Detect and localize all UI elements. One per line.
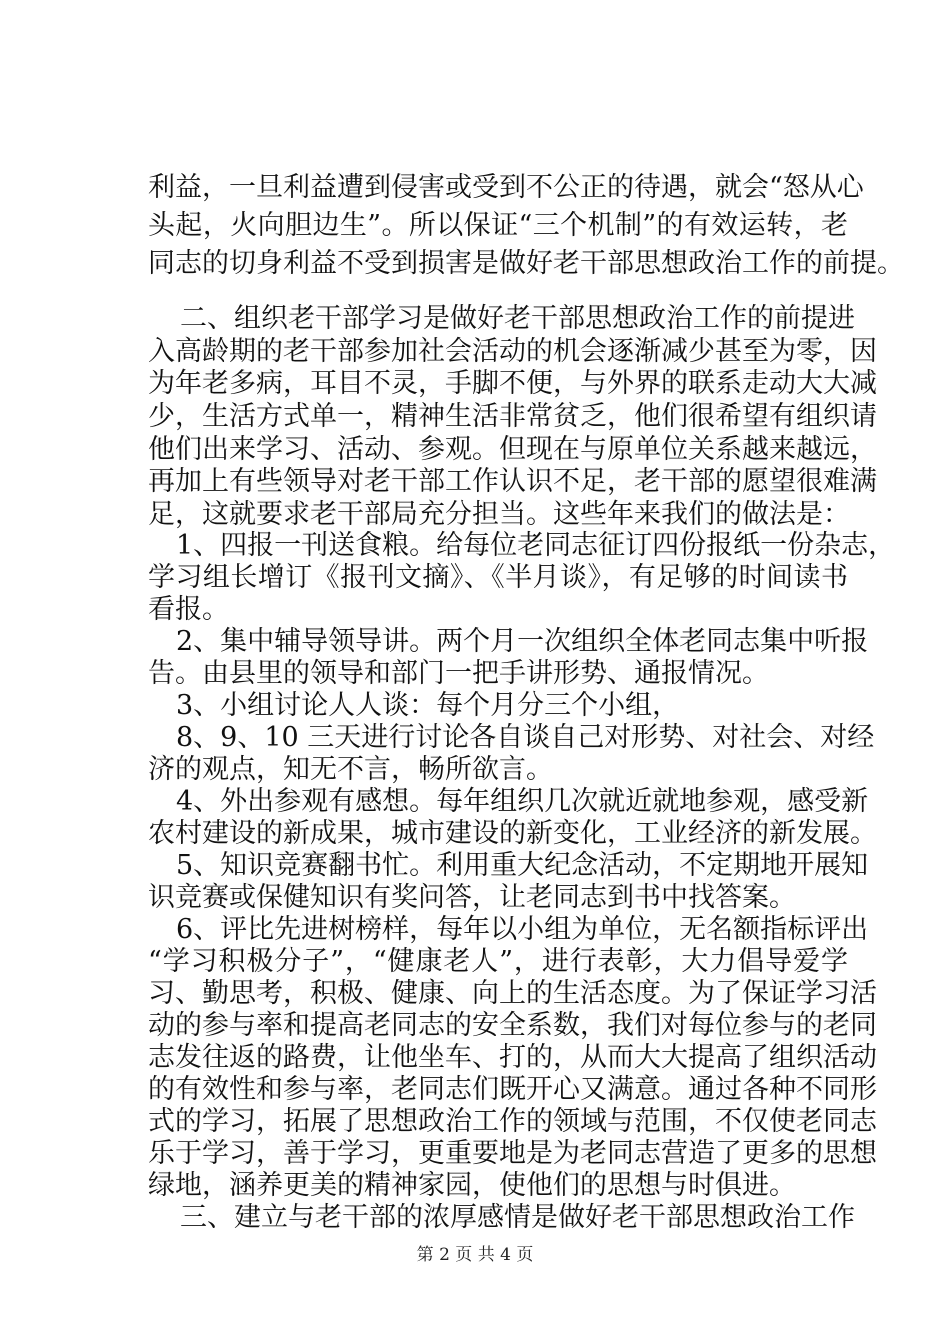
text-line: 动的参与率和提高老同志的安全系数，我们对每位参与的老同 (148, 1010, 877, 1041)
text-line: 式的学习，拓展了思想政治工作的领域与范围，不仅使老同志 (148, 1106, 877, 1137)
text-line: 看报。 (148, 594, 229, 625)
text-line: 习、勤思考，积极、健康、向上的生活态度。为了保证学习活 (148, 978, 877, 1009)
text-line: 足，这就要求老干部局充分担当。这些年来我们的做法是： (148, 499, 850, 530)
list-item-line: 6、评比先进树榜样，每年以小组为单位，无名额指标评出 (176, 914, 869, 945)
text-line: 他们出来学习、活动、参观。但现在与原单位关系越来越远， (148, 434, 877, 465)
text-line: 学习组长增订《报刊文摘》、《半月谈》，有足够的时间读书 (148, 562, 848, 593)
text-line: 头起，火向胆边生”。所以保证“三个机制”的有效运转，老 (148, 210, 848, 241)
text-line: 告。由县里的领导和部门一把手讲形势、通报情况。 (148, 658, 769, 689)
list-item-line: 1、四报一刊送食粮。给每位老同志征订四份报纸一份杂志， (176, 530, 896, 561)
section-heading-line: 三、建立与老干部的浓厚感情是做好老干部思想政治工作 (180, 1202, 855, 1233)
text-line: 绿地，涵养更美的精神家园，使他们的思想与时俱进。 (148, 1170, 796, 1201)
text-line: 济的观点，知无不言，畅所欲言。 (148, 754, 553, 785)
text-line: 再加上有些领导对老干部工作认识不足，老干部的愿望很难满 (148, 466, 877, 497)
list-item-line: 3、小组讨论人人谈：每个月分三个小组， (176, 690, 680, 721)
text-line: 少，生活方式单一，精神生活非常贫乏，他们很希望有组织请 (148, 401, 877, 432)
text-line: 入高龄期的老干部参加社会活动的机会逐渐减少甚至为零，因 (148, 336, 877, 367)
text-line: 的有效性和参与率，老同志们既开心又满意。通过各种不同形 (148, 1074, 877, 1105)
text-line: 农村建设的新成果，城市建设的新变化，工业经济的新发展。 (148, 818, 877, 849)
text-line: 为年老多病，耳目不灵，手脚不便，与外界的联系走动大大减 (148, 368, 877, 399)
text-line: 识竞赛或保健知识有奖问答，让老同志到书中找答案。 (148, 882, 796, 913)
text-line: 利益，一旦利益遭到侵害或受到不公正的待遇，就会“怒从心 (148, 172, 864, 203)
list-item-line: 8、9、10 三天进行讨论各自谈自己对形势、对社会、对经 (176, 722, 875, 753)
list-item-line: 2、集中辅导领导讲。两个月一次组织全体老同志集中听报 (176, 626, 869, 657)
list-item-line: 4、外出参观有感想。每年组织几次就近就地参观，感受新 (176, 786, 869, 817)
text-line: 同志的切身利益不受到损害是做好老干部思想政治工作的前提。 (148, 248, 904, 279)
section-heading-line: 二、组织老干部学习是做好老干部思想政治工作的前提进 (180, 303, 855, 334)
text-line: “学习积极分子”，“健康老人”，进行表彰，大力倡导爱学 (148, 946, 848, 977)
text-line: 乐于学习，善于学习，更重要地是为老同志营造了更多的思想 (148, 1138, 877, 1169)
page-number-footer: 第 2 页 共 4 页 (416, 1245, 534, 1265)
text-line: 志发往返的路费，让他坐车、打的，从而大大提高了组织活动 (148, 1042, 877, 1073)
list-item-line: 5、知识竞赛翻书忙。利用重大纪念活动，不定期地开展知 (176, 850, 869, 881)
